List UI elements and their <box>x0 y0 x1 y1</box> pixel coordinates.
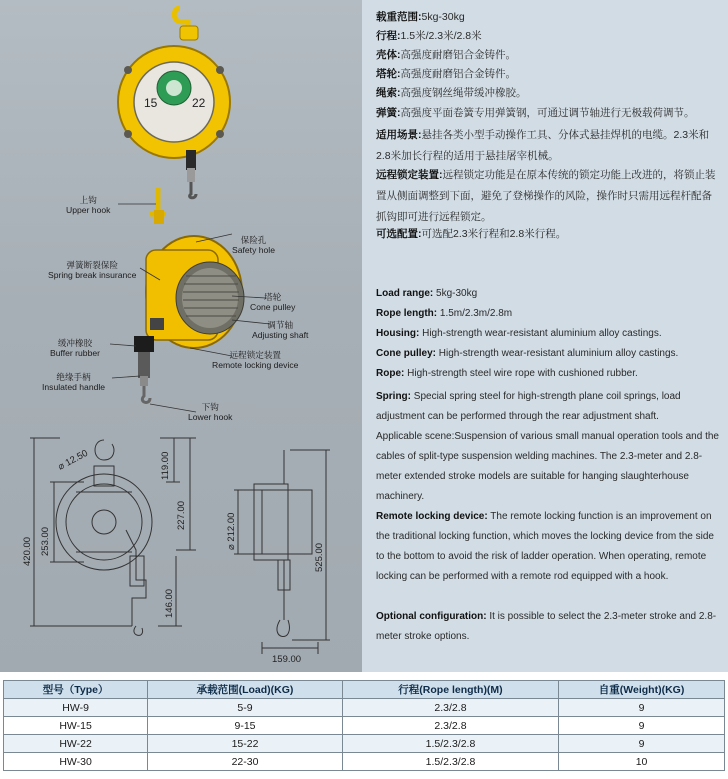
cell-load: 9-15 <box>148 717 343 735</box>
cell-type: HW-22 <box>4 735 148 753</box>
spec-en-load: Load range: 5kg-30kg <box>376 288 478 299</box>
photo-number-left: 15 <box>144 96 158 110</box>
label-safety-hole: 保险孔 Safety hole <box>232 235 275 255</box>
cell-weight: 9 <box>559 699 725 717</box>
spec-en-scene: Applicable scene:Suspension of various small manual operation tools and the cables of split-type suspension welding machines. The 2.3-meter and 2.8-meter extended stroke models are suitable for hanging slaughterhouse machinery. <box>376 431 719 502</box>
product-image-panel <box>0 0 362 672</box>
cell-type: HW-9 <box>4 699 148 717</box>
spec-en-housing: Housing: High-strength wear-resistant aluminium alloy castings. <box>376 328 662 339</box>
spec-en-remote-locking: Remote locking device: The remote locking function is an improvement on the traditional locking function, which moves the locking device from the side to the bottom to avoid the risk of ladder operation. When operating, remote locking can be performed with a remote rod equipped with a hook. <box>376 511 714 582</box>
spec-cn-scene: 适用场景:悬挂各类小型手动操作工具、分体式悬挂焊机的电缆。2.3米和2.8米加长行程的适用于悬挂屠宰机械。 <box>376 129 710 162</box>
header-weight: 自重(Weight)(KG) <box>559 681 725 699</box>
balancer-photo <box>0 0 362 200</box>
spec-cn-stroke: 行程:1.5米/2.3米/2.8米 <box>376 30 482 42</box>
spec-cn-optional: 可选配置:可选配2.3米行程和2.8米行程。 <box>376 228 567 240</box>
spec-en-cone-pulley: Cone pulley: High-strength wear-resistant aluminium alloy castings. <box>376 348 679 359</box>
cell-type: HW-30 <box>4 753 148 771</box>
dimension-drawing <box>0 430 362 670</box>
label-cone-pulley: 塔轮 Cone pulley <box>250 292 296 312</box>
photo-number-right: 22 <box>192 96 206 110</box>
table-row <box>4 717 725 735</box>
spec-cn-cone-pulley: 塔轮:高强度耐磨铝合金铸件。 <box>376 68 516 80</box>
table-header-row <box>4 681 725 699</box>
spec-en-rope-length: Rope length: 1.5m/2.3m/2.8m <box>376 308 513 319</box>
spec-cn-housing: 壳体:高强度耐磨铝合金铸件。 <box>376 49 516 61</box>
table-row <box>4 735 725 753</box>
spec-cn-remote-locking: 远程锁定装置:远程锁定功能是在原本传统的锁定功能上改进的，将锁止装置从侧面调整到下面，避免了登梯操作的风险，操作时只需用远程杆配备抓钩即可进行远程锁定。 <box>376 169 716 223</box>
header-rope-length: 行程(Rope length)(M) <box>342 681 558 699</box>
dim-227: 227.00 <box>176 500 187 530</box>
dim-159: 159.00 <box>272 654 302 665</box>
cell-rope-length: 2.3/2.8 <box>342 717 558 735</box>
spec-en-spring: Spring: Special spring steel for high-strength plane coil springs, load adjustment can be performed through the rear adjustment shaft. <box>376 391 681 422</box>
spec-en-rope: Rope: High-strength steel wire rope with cushioned rubber. <box>376 368 638 379</box>
dim-119: 119.00 <box>160 451 171 480</box>
table-row <box>4 753 725 771</box>
dim-146: 146.00 <box>164 588 175 618</box>
cell-weight: 9 <box>559 717 725 735</box>
label-spring-break-insurance: 弹簧断裂保险 Spring break insurance <box>48 260 137 280</box>
cell-rope-length: 1.5/2.3/2.8 <box>342 753 558 771</box>
label-upper-hook: 上钩 Upper hook <box>66 195 111 215</box>
cell-rope-length: 2.3/2.8 <box>342 699 558 717</box>
spec-cn-rope: 绳索:高强度钢丝绳带缓冲橡胶。 <box>376 87 527 99</box>
dim-d-212: ⌀ 212.00 <box>226 512 237 550</box>
model-spec-table <box>3 680 725 771</box>
spec-en-optional: Optional configuration: It is possible to select the 2.3-meter stroke and 2.8-meter stroke options. <box>376 611 717 642</box>
spec-cn-spring: 弹簧:高强度平面卷簧专用弹簧钢，可通过调节轴进行无极载荷调节。 <box>376 107 695 119</box>
cell-weight: 9 <box>559 735 725 753</box>
header-load: 承载范围(Load)(KG) <box>148 681 343 699</box>
header-type: 型号（Type） <box>4 681 148 699</box>
cell-weight: 10 <box>559 753 725 771</box>
label-buffer-rubber: 缓冲橡胶 Buffer rubber <box>50 338 101 358</box>
label-insulated-handle: 绝缘手柄 Insulated handle <box>42 372 106 392</box>
cell-type: HW-15 <box>4 717 148 735</box>
table-row <box>4 699 725 717</box>
spec-cn-load: 载重范围:5kg-30kg <box>376 11 465 23</box>
cell-load: 5-9 <box>148 699 343 717</box>
dim-420: 420.00 <box>22 536 33 566</box>
cell-load: 15-22 <box>148 735 343 753</box>
label-remote-locking-device: 远程锁定装置 Remote locking device <box>212 350 299 370</box>
cell-rope-length: 1.5/2.3/2.8 <box>342 735 558 753</box>
dim-d-12-50: ⌀ 12.50 <box>56 447 90 473</box>
dim-525: 525.00 <box>314 542 325 572</box>
cell-load: 22-30 <box>148 753 343 771</box>
label-adjusting-shaft: 调节轴 Adjusting shaft <box>252 320 309 340</box>
dim-253: 253.00 <box>40 526 51 556</box>
label-lower-hook: 下钩 Lower hook <box>188 402 233 422</box>
